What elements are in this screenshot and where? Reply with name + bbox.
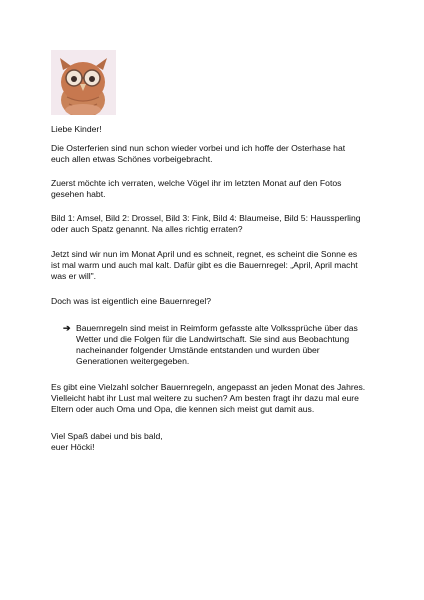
owl-drawing xyxy=(51,50,116,115)
paragraph-1-line-2: euch allen etwas Schönes vorbeigebracht. xyxy=(51,154,213,164)
paragraph-6-line-1: Es gibt eine Vielzahl solcher Bauernregeln, angepasst an jeden Monat des Jahres. xyxy=(51,382,366,392)
paragraph-2-line-2: gesehen habt. xyxy=(51,189,106,199)
paragraph-3-line-1: Bild 1: Amsel, Bild 2: Drossel, Bild 3: Fink, Bild 4: Blaumeise, Bild 5: Haussperling xyxy=(51,213,361,223)
paragraph-1-line-1: Die Osterferien sind nun schon wieder vorbei und ich hoffe der Osterhase hat xyxy=(51,143,346,153)
bullet-item xyxy=(63,323,383,367)
paragraph-6-line-3: Eltern oder auch Oma und Opa, die kennen sich meist gut damit aus. xyxy=(51,404,315,414)
paragraph-3-line-2: oder auch Spatz genannt. Na alles richtig erraten? xyxy=(51,224,243,234)
paragraph-5-question: Doch was ist eigentlich eine Bauernregel? xyxy=(51,296,212,306)
bullet-line-4: Generationen weitergegeben. xyxy=(76,356,190,366)
paragraph-4-line-2: ist mal warm und auch mal kalt. Dafür gibt es die Bauernregel: „April, April macht xyxy=(51,260,358,270)
paragraph-2-line-1: Zuerst möchte ich verraten, welche Vögel ihr im letzten Monat auf den Fotos xyxy=(51,178,342,188)
closing-signature: euer Höcki! xyxy=(51,442,95,452)
greeting: Liebe Kinder! xyxy=(51,124,102,134)
bullet-text-block xyxy=(76,323,376,367)
bullet-line-2: Wetter und die Folgen für die Landwirtschaft. Sie sind aus Beobachtung xyxy=(76,334,350,344)
paragraph-4-line-1: Jetzt sind wir nun im Monat April und es schneit, regnet, es scheint die Sonne es xyxy=(51,249,358,259)
paragraph-4-line-3: was er will". xyxy=(51,271,97,281)
arrow-bullet-icon: ➔ xyxy=(63,323,71,333)
paragraph-6-line-2: Vielleicht habt ihr Lust mal weitere zu suchen? Am besten fragt ihr dazu mal eure xyxy=(51,393,359,403)
closing-line-1: Viel Spaß dabei und bis bald, xyxy=(51,431,163,441)
bullet-line-3: nacheinander folgender Umstände entstanden und wurden über xyxy=(76,345,320,355)
bullet-line-1: Bauernregeln sind meist in Reimform gefasste alte Volkssprüche über das xyxy=(76,323,358,333)
owl-illustration xyxy=(51,50,116,115)
